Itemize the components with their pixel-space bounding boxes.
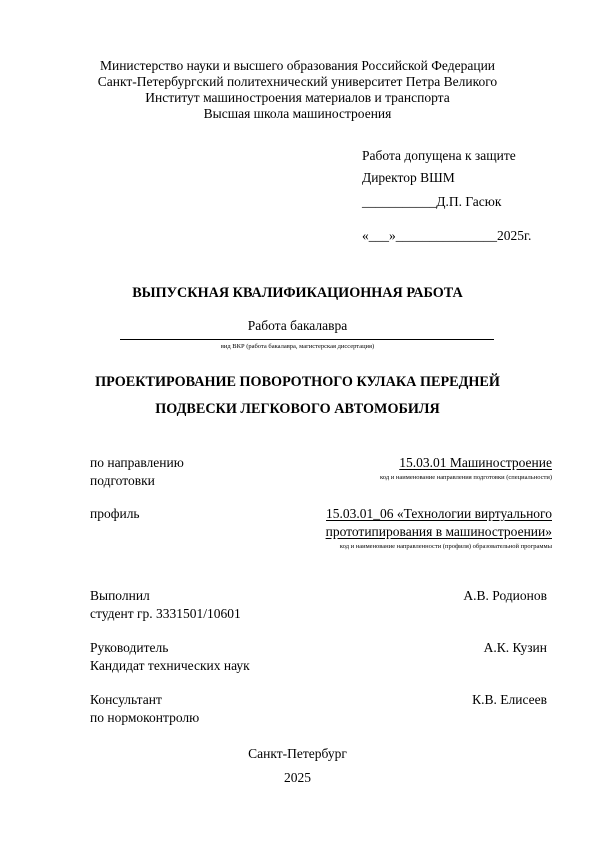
supervisor-degree: Кандидат технических наук <box>90 658 250 673</box>
profile-caption: код и наименование направленности (профиля) образовательной программы <box>339 543 552 550</box>
city: Санкт-Петербург <box>248 746 347 761</box>
year: 2025 <box>284 770 311 785</box>
work-type-value: Работа бакалавра <box>247 318 348 333</box>
approval-date-line: «___»_______________2025г. <box>362 228 532 243</box>
consultant-label: Консультант <box>90 692 162 707</box>
performer-label: Выполнил <box>90 588 150 603</box>
performer-group: студент гр. 3331501/10601 <box>90 606 241 621</box>
profile-label: профиль <box>90 506 140 521</box>
institute-line: Институт машиностроения материалов и транспорта <box>145 90 450 105</box>
performer-name: А.В. Родионов <box>463 588 547 603</box>
direction-label-2: подготовки <box>90 473 155 488</box>
supervisor-name: А.К. Кузин <box>483 640 547 655</box>
signer-name: Д.П. Гасюк <box>436 194 502 209</box>
direction-value: 15.03.01 Машиностроение <box>399 455 552 470</box>
consultant-role: по нормоконтролю <box>90 710 200 725</box>
direction-caption: код и наименование направления подготовки (специальности) <box>379 474 552 481</box>
ministry-line: Министерство науки и высшего образования Российской Федерации <box>99 58 496 73</box>
director-line: Директор ВШМ <box>362 170 455 185</box>
topic-line-2: ПОДВЕСКИ ЛЕГКОВОГО АВТОМОБИЛЯ <box>155 401 440 417</box>
work-type-underline <box>120 339 494 340</box>
signature-blank: ___________ <box>362 194 437 209</box>
work-type-caption: вид ВКР (работа бакалавра, магистерская диссертация) <box>220 343 375 350</box>
university-line: Санкт-Петербургский политехнический университет Петра Великого <box>97 74 498 89</box>
document-title: ВЫПУСКНАЯ КВАЛИФИКАЦИОННАЯ РАБОТА <box>132 285 463 301</box>
topic-line-1: ПРОЕКТИРОВАНИЕ ПОВОРОТНОГО КУЛАКА ПЕРЕДНЕЙ <box>95 374 500 390</box>
profile-value-1: 15.03.01_06 «Технологии виртуального <box>326 506 552 521</box>
school-line: Высшая школа машиностроения <box>203 106 392 121</box>
signature-line <box>362 194 501 210</box>
profile-value-2: прототипирования в машиностроении» <box>325 524 552 539</box>
approval-line: Работа допущена к защите <box>362 148 516 163</box>
direction-label-1: по направлению <box>90 455 184 470</box>
supervisor-label: Руководитель <box>90 640 169 655</box>
consultant-name: К.В. Елисеев <box>472 692 547 707</box>
